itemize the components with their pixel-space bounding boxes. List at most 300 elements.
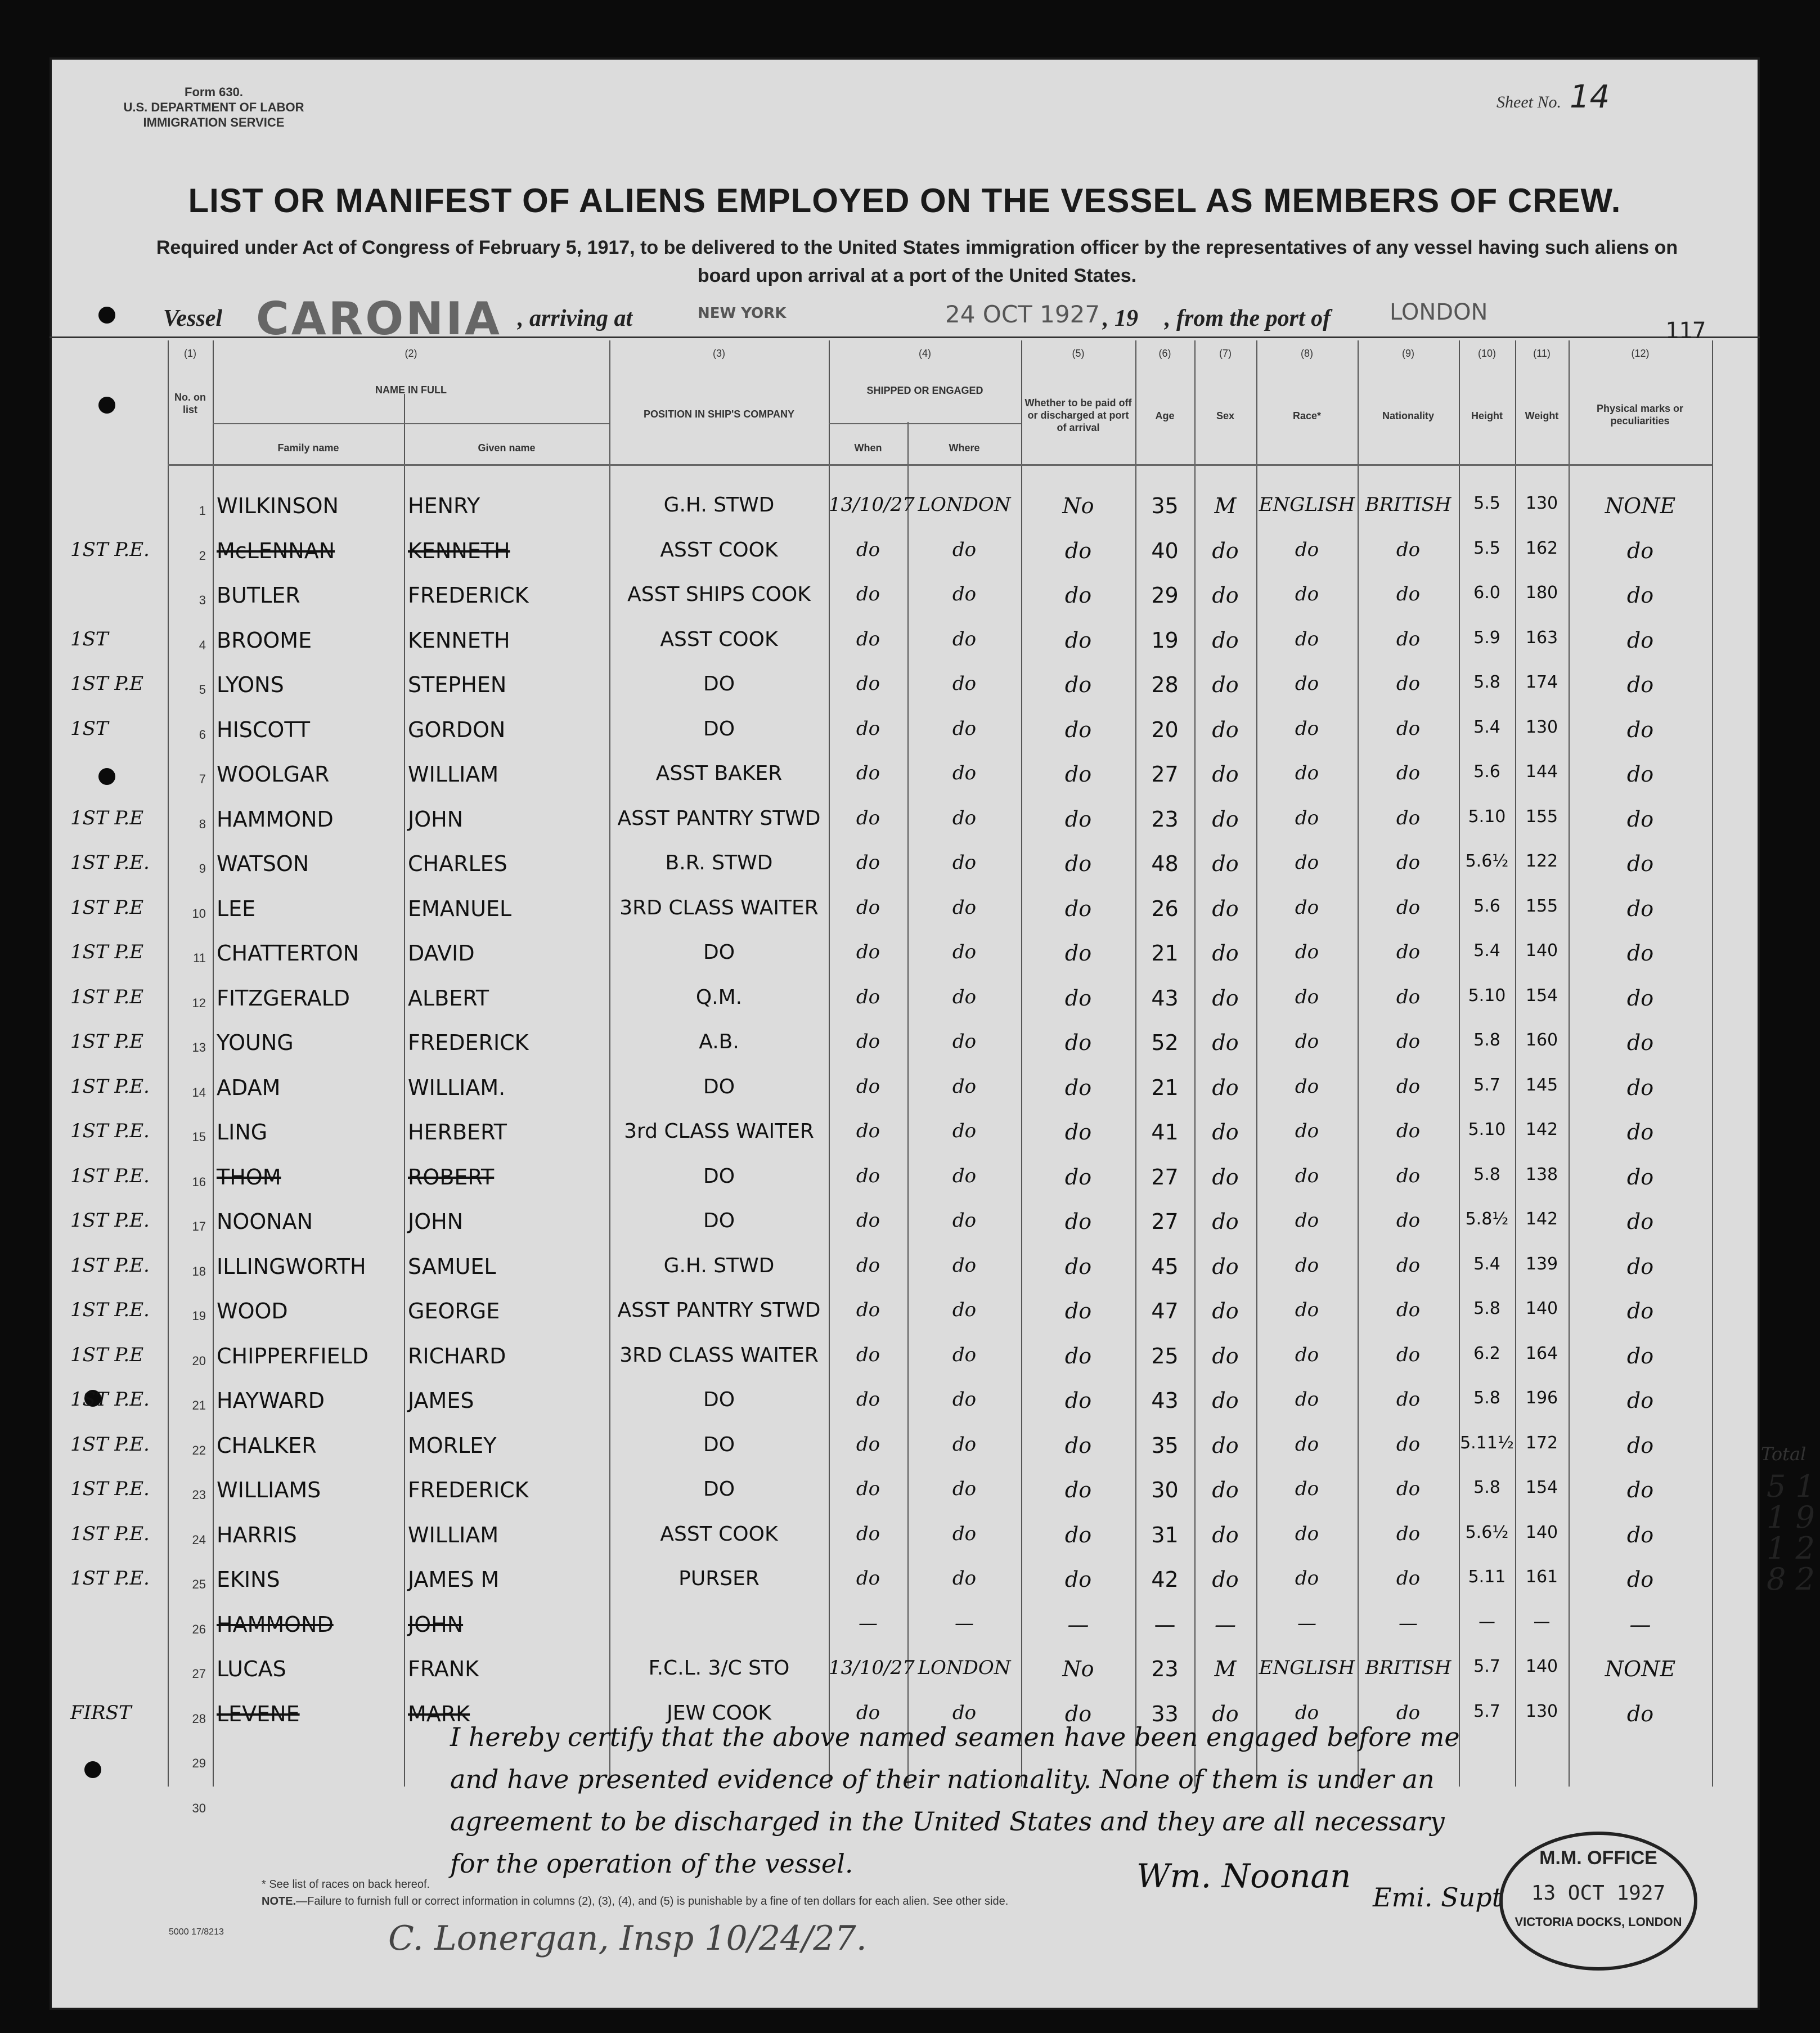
given-name: MARK [408,1701,470,1726]
margin-note: 1ST P.E. [70,1478,150,1500]
row-number: 2 [199,548,206,563]
paid-off: do [1064,1478,1092,1502]
print-code: 5000 17/8213 [169,1927,224,1937]
margin-note: 1ST P.E [70,1343,144,1366]
age: 28 [1151,672,1179,697]
shipped-where: do [952,941,977,963]
paid-off: do [1064,583,1092,608]
paid-off: No [1062,493,1094,518]
row-number: 20 [192,1353,206,1368]
shipped-when: do [856,1254,880,1277]
height: 5.10 [1468,985,1506,1006]
family-name: CHALKER [217,1433,317,1458]
age: 43 [1151,985,1179,1011]
physical-marks: do [1626,762,1654,787]
family-name: FITZGERALD [217,985,350,1011]
shipped-when: do [856,538,880,561]
shipped-where: do [952,1567,977,1590]
row-number: 28 [192,1711,206,1726]
physical-marks: do [1626,1209,1654,1234]
given-name: DAVID [408,941,475,966]
office-stamp [1499,1832,1697,1971]
shipped-when: do [856,672,880,695]
age: 27 [1151,1164,1179,1190]
race: do [1295,1075,1319,1098]
weight: 144 [1525,762,1558,782]
table-row [0,576,1820,621]
sex: do [1212,583,1239,608]
row-number: 6 [199,727,206,742]
age: 42 [1151,1567,1179,1592]
shipped-when: do [856,1567,880,1590]
height: 5.11½ [1460,1433,1514,1453]
paid-off: — [1067,1612,1089,1637]
given-name: WILLIAM. [408,1075,506,1100]
given-name: GORDON [408,717,506,742]
table-row [0,1560,1820,1605]
col-header-nationality: Nationality [1382,410,1434,421]
physical-marks: do [1626,851,1654,876]
table-row [0,845,1820,890]
table-row [0,800,1820,845]
weight: 155 [1525,896,1558,916]
shipped-where: — [955,1612,974,1635]
shipped-when: do [856,1522,880,1545]
note-text: —Failure to furnish full or correct information in columns (2), (3), (4), and (5) is punishable by a fine of ten dollars for each alien. See other side. [296,1895,1009,1908]
family-name: McLENNAN [217,538,335,563]
paid-off: do [1064,1030,1092,1055]
family-name: WOOLGAR [217,762,330,787]
position: Q.M. [695,985,743,1009]
given-name: JAMES [408,1388,474,1413]
position: DO [703,1209,735,1232]
margin-note: 1ST P.E [70,985,144,1008]
family-name: HAMMOND [217,1612,334,1637]
age: 35 [1151,493,1179,518]
row-number: 18 [192,1264,206,1278]
race: do [1295,538,1319,561]
weight: 163 [1525,627,1558,648]
position: G.H. STWD [663,493,775,517]
margin-note: 1ST P.E. [70,1567,150,1590]
given-name: WILLIAM [408,1522,499,1547]
physical-marks: do [1626,1567,1654,1592]
family-name: YOUNG [217,1030,294,1055]
shipped-when: do [856,762,880,784]
given-name: CHARLES [408,851,507,876]
position: B.R. STWD [665,851,773,874]
family-name: WOOD [217,1299,288,1323]
margin-note: 1ST P.E [70,672,144,695]
row-number: 30 [192,1801,206,1815]
col-num-4: (4) [919,348,931,359]
position: DO [703,1433,735,1456]
physical-marks: do [1626,1075,1654,1100]
physical-marks: do [1626,806,1654,832]
crew-rows [0,487,1820,1815]
nationality: do [1396,941,1421,963]
height: 5.5 [1473,493,1500,513]
weight: 122 [1525,851,1558,871]
paid-off: do [1064,1522,1092,1547]
nationality: BRITISH [1365,1657,1451,1679]
height: 5.4 [1473,717,1500,737]
weight: 160 [1525,1030,1558,1050]
table-row [0,755,1820,800]
weight: 130 [1525,1701,1558,1721]
officer-signature: Wm. Noonan [1136,1857,1351,1895]
weight: 174 [1525,672,1558,692]
given-name: JAMES M [408,1567,500,1592]
col-num-5: (5) [1072,348,1085,359]
shipped-where: do [952,806,977,829]
age: 48 [1151,851,1179,876]
sex: do [1212,1343,1239,1368]
race: do [1295,1299,1319,1321]
row-number: 10 [192,906,206,921]
shipped-where: do [952,583,977,605]
physical-marks: do [1626,985,1654,1011]
table-row [0,1247,1820,1292]
position: 3RD CLASS WAITER [619,896,819,919]
given-name: JOHN [408,1612,464,1637]
row-number: 15 [192,1130,206,1144]
nationality: do [1396,1209,1421,1232]
race-footnote: * See list of races on back hereof. [262,1878,430,1891]
shipped-where: LONDON [918,1657,1011,1679]
shipped-when: do [856,1209,880,1232]
race: do [1295,583,1319,605]
table-row [0,934,1820,979]
sex: do [1212,1209,1239,1234]
race: do [1295,762,1319,784]
stamp-date: 13 OCT 1927 [1531,1882,1666,1905]
margin-note: FIRST [70,1701,132,1724]
family-name: BUTLER [217,583,300,608]
year-label: , 19 [1103,306,1138,331]
sex: M [1214,493,1237,518]
given-name: ROBERT [408,1164,495,1190]
family-name: EKINS [217,1567,280,1592]
nationality: do [1396,762,1421,784]
physical-marks: do [1626,896,1654,921]
given-name: MORLEY [408,1433,497,1458]
height: 6.2 [1473,1343,1500,1363]
position: DO [703,941,735,964]
physical-marks: do [1626,1299,1654,1323]
shipped-where: LONDON [918,493,1011,516]
age: 31 [1151,1522,1179,1547]
height: 5.8 [1473,672,1500,692]
given-name: KENNETH [408,627,510,653]
height: 5.8 [1473,1030,1500,1050]
paid-off: do [1064,1567,1092,1592]
shipped-when: do [856,985,880,1008]
family-name: LYONS [217,672,284,697]
row-number: 29 [192,1756,206,1770]
shipped-when: do [856,1120,880,1142]
position: DO [703,1478,735,1501]
nationality: do [1396,1388,1421,1411]
given-name: STEPHEN [408,672,507,697]
sex: do [1212,806,1239,832]
sex: do [1212,1030,1239,1055]
physical-marks: do [1626,1254,1654,1279]
shipped-where: do [952,538,977,561]
table-row [0,532,1820,577]
paid-off: do [1064,627,1092,653]
weight: 130 [1525,493,1558,513]
family-name: THOM [217,1164,281,1190]
physical-marks: — [1629,1612,1651,1637]
height: 5.11 [1468,1567,1506,1587]
shipped-where: do [952,985,977,1008]
nationality: do [1396,1567,1421,1590]
row-number: 9 [199,861,206,876]
col-num-9: (9) [1402,348,1414,359]
race: ENGLISH [1259,1657,1355,1679]
shipped-where: do [952,1478,977,1500]
race: do [1295,1567,1319,1590]
weight: 139 [1525,1254,1558,1274]
age: 30 [1151,1478,1179,1502]
family-name: CHATTERTON [217,941,359,966]
arrival-date-stamp: 24 OCT 1927 [945,300,1100,328]
race: do [1295,896,1319,919]
position: 3rd CLASS WAITER [624,1120,814,1143]
height: 5.7 [1473,1657,1500,1676]
right-margin-mark: 1 2 [1767,1531,1815,1566]
paid-off: do [1064,1388,1092,1413]
sex: do [1212,1701,1239,1726]
age: 23 [1151,1657,1179,1681]
weight: — [1533,1612,1551,1632]
family-name: BROOME [217,627,312,653]
weight: 154 [1525,1478,1558,1497]
race: do [1295,1343,1319,1366]
shipped-when: do [856,1030,880,1053]
physical-marks: NONE [1605,493,1676,518]
age: 47 [1151,1299,1179,1323]
row-number: 25 [192,1577,206,1591]
race: do [1295,1254,1319,1277]
weight: 164 [1525,1343,1558,1363]
position: DO [703,1388,735,1411]
family-name: HAYWARD [217,1388,325,1413]
shipped-where: do [952,1030,977,1053]
given-name: JOHN [408,806,464,832]
header-bottom-rule [168,464,1712,466]
row-number: 8 [199,816,206,831]
position: DO [703,717,735,741]
stamp-bottom-text: VICTORIA DOCKS, LONDON [1515,1915,1682,1929]
table-row [0,1426,1820,1471]
paid-off: do [1064,1120,1092,1145]
margin-note: 1ST P.E. [70,1522,150,1545]
row-number: 17 [192,1219,206,1233]
shipped-where: do [952,1254,977,1277]
table-row [0,621,1820,666]
margin-note: 1ST P.E. [70,851,150,874]
given-name: FREDERICK [408,1030,529,1055]
weight: 145 [1525,1075,1558,1095]
race: do [1295,1120,1319,1142]
sex: do [1212,1164,1239,1190]
physical-marks: do [1626,1522,1654,1547]
physical-marks: do [1626,717,1654,742]
given-name: EMANUEL [408,896,512,921]
nationality: do [1396,672,1421,695]
shipped-when: do [856,1701,880,1724]
row-number: 13 [192,1040,206,1054]
shipped-where: do [952,851,977,874]
table-row [0,1516,1820,1561]
height: 5.6½ [1465,1522,1509,1542]
row-number: 3 [199,593,206,607]
paid-off: do [1064,1299,1092,1323]
sex: do [1212,672,1239,697]
paid-off: do [1064,985,1092,1011]
race: do [1295,1478,1319,1500]
sex: do [1212,538,1239,563]
height: 5.8 [1473,1299,1500,1318]
sex: do [1212,1478,1239,1502]
family-name: WILLIAMS [217,1478,321,1502]
family-name: HAMMOND [217,806,334,832]
shipped-where: do [952,1164,977,1187]
margin-note: 1ST P.E. [70,1209,150,1232]
nationality: — [1399,1612,1418,1635]
col-header-height: Height [1471,410,1503,421]
age: 27 [1151,1209,1179,1234]
position: DO [703,672,735,695]
height: 5.6½ [1465,851,1509,871]
table-row [0,1471,1820,1516]
col-header-sex: Sex [1216,410,1235,421]
height: 6.0 [1473,583,1500,603]
col-header-given: Given name [478,442,536,454]
height: — [1479,1612,1495,1632]
sex: do [1212,1388,1239,1413]
right-margin-mark: 1 9 [1767,1500,1815,1535]
race: do [1295,1164,1319,1187]
weight: 196 [1525,1388,1558,1408]
paid-off: do [1064,762,1092,787]
col-num-7: (7) [1219,348,1232,359]
shipped-when: do [856,1478,880,1500]
physical-marks: NONE [1605,1657,1676,1681]
sex: do [1212,1299,1239,1323]
race: — [1297,1612,1316,1635]
position: DO [703,1164,735,1188]
row-number: 21 [192,1398,206,1412]
shipped-when: — [859,1612,878,1635]
position: 3RD CLASS WAITER [619,1343,819,1367]
age: — [1154,1612,1176,1637]
age: 29 [1151,583,1179,608]
paid-off: do [1064,1701,1092,1726]
nationality: do [1396,896,1421,919]
given-name: RICHARD [408,1343,506,1368]
shipped-when: do [856,627,880,650]
height: 5.4 [1473,941,1500,961]
paid-off: do [1064,806,1092,832]
officer-title: Emi. Supt [1373,1882,1503,1913]
col-num-6: (6) [1158,348,1171,359]
table-row [0,1113,1820,1158]
position: ASST COOK [660,538,778,562]
form-number: Form 630. [185,85,243,99]
position: F.C.L. 3/C STO [648,1657,790,1680]
stamp-top-text: M.M. OFFICE [1539,1847,1657,1869]
document-subtitle: Required under Act of Congress of February 5, 1917, to be delivered to the United States immigration officer by the representatives of any vessel having such aliens on board upon arrival at a port of the United States. [156,237,1678,286]
table-row [0,1605,1820,1650]
certification-line-1: I hereby certify that the above named seamen have been engaged before me [450,1722,1460,1752]
sex: do [1212,1433,1239,1458]
right-margin-label: Total [1761,1443,1806,1465]
sex: do [1212,851,1239,876]
col-header-paid-off: Whether to be paid off or discharged at port of arrival [1024,397,1132,433]
table-row [0,711,1820,756]
margin-note: 1ST P.E. [70,1433,150,1456]
inspector-signature: C. Lonergan, Insp 10/24/27. [388,1919,867,1958]
given-name: FRANK [408,1657,479,1681]
physical-marks: do [1626,627,1654,653]
physical-marks: do [1626,1030,1654,1055]
age: 41 [1151,1120,1179,1145]
height: 5.7 [1473,1075,1500,1095]
paid-off: do [1064,538,1092,563]
weight: 140 [1525,1657,1558,1676]
shipped-when: do [856,583,880,605]
age: 25 [1151,1343,1179,1368]
height: 5.10 [1468,1120,1506,1139]
weight: 130 [1525,717,1558,737]
paid-off: No [1062,1657,1094,1681]
nationality: do [1396,1343,1421,1366]
row-number: 22 [192,1443,206,1457]
nationality: do [1396,851,1421,874]
shipped-where: do [952,1209,977,1232]
col-header-family: Family name [277,442,339,454]
col-header-where: Where [949,442,980,454]
table-row [0,1381,1820,1426]
shipped-where: do [952,1388,977,1411]
weight: 162 [1525,538,1558,558]
height: 5.4 [1473,1254,1500,1274]
col-num-10: (10) [1477,348,1496,359]
shipped-when: do [856,1343,880,1366]
given-name: FREDERICK [408,1478,529,1502]
family-name: NOONAN [217,1209,313,1234]
weight: 140 [1525,1299,1558,1318]
physical-marks: do [1626,672,1654,697]
margin-note: 1ST P.E [70,1030,144,1053]
table-row [0,890,1820,935]
weight: 180 [1525,583,1558,603]
row-number: 26 [192,1622,206,1636]
col-num-11: (11) [1533,348,1551,359]
physical-marks: do [1626,1164,1654,1190]
nationality: do [1396,1120,1421,1142]
given-name: HERBERT [408,1120,507,1145]
physical-marks: do [1626,583,1654,608]
row-number: 4 [199,638,206,652]
shipped-when: 13/10/27 [829,493,915,516]
sex: do [1212,627,1239,653]
race: do [1295,941,1319,963]
margin-note: 1ST [70,627,109,650]
